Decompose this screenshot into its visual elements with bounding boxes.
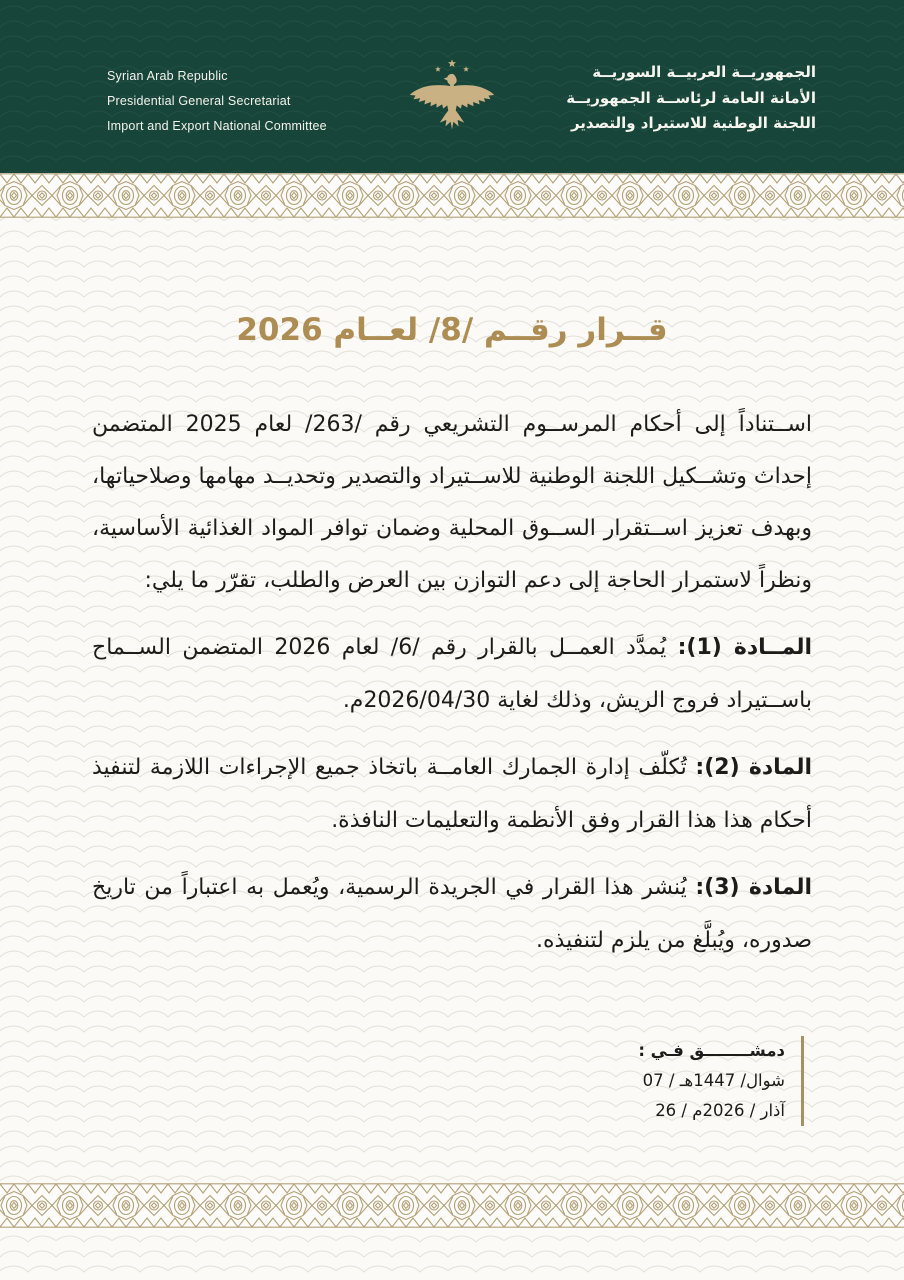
header-arabic-block: [566, 60, 816, 137]
header-en-line-2: Presidential General Secretariat: [107, 94, 291, 108]
signoff-text: [632, 1036, 785, 1126]
header: [0, 0, 904, 173]
article-1-text: يُمدَّد العمــل بالقرار رقم /6/ لعام 2026 المتضمن الســماح باســتيراد فروج الريش، وذلك لغاية 2026/04/30م.: [92, 635, 812, 713]
header-ar-line-3: اللجنة الوطنية للاستيراد والتصدير: [570, 114, 816, 132]
header-english-block: [107, 64, 327, 139]
article-1: [92, 621, 812, 727]
star-center: [448, 59, 456, 67]
signoff-vertical-rule: [801, 1036, 804, 1126]
star-left: [435, 66, 441, 72]
decree-title: قــرار رقــم /8/ لعــام 2026: [236, 312, 668, 348]
signoff-hijri-date: 07 / شوال/ 1447هـ: [642, 1071, 785, 1090]
signoff-gregorian-date: 26 / آذار / 2026م: [655, 1101, 785, 1120]
article-1-label: المــادة (1):: [677, 635, 813, 660]
decree-preamble: اســتناداً إلى أحكام المرســوم التشريعي رقم /263/ لعام 2025 المتضمن إحداث وتشــكيل اللجنة الوطنية للاســتيراد والتصدير وتحديــد مهامها وصلاحياتها، وبهدف تعزيز اســتقرار الســوق المحلية وضمان توافر المواد الغذائية الأساسية، ونظراً لاستمرار الحاجة إلى دعم التوازن بين العرض والطلب، تقرّر ما يلي:: [92, 412, 813, 593]
decree-body: [92, 399, 812, 981]
eagle-emblem-icon: [405, 58, 499, 144]
signoff-place-line: دمشــــــــق فـي :: [638, 1041, 785, 1060]
article-2: [92, 741, 812, 847]
article-3: [92, 861, 812, 967]
header-en-line-3: Import and Export National Committee: [107, 119, 327, 133]
star-right: [463, 66, 469, 72]
ornament-border-top: [0, 173, 904, 218]
article-2-text: تُكلّف إدارة الجمارك العامــة باتخاذ جميع الإجراءات اللازمة لتنفيذ أحكام هذا هذا القرار وفق الأنظمة والتعليمات النافذة.: [92, 755, 812, 833]
article-3-label: المادة (3):: [695, 875, 812, 900]
header-ar-line-2: الأمانة العامة لرئاســة الجمهوريــة: [566, 88, 816, 107]
header-en-line-1: Syrian Arab Republic: [107, 69, 228, 83]
signoff-block: [632, 1036, 804, 1126]
article-3-text: يُنشر هذا القرار في الجريدة الرسمية، ويُعمل به اعتباراً من تاريخ صدوره، ويُبلَّغ من يلزم لتنفيذه.: [92, 875, 812, 953]
article-2-label: المادة (2):: [695, 755, 812, 780]
header-ar-line-1: الجمهوريــة العربيــة السوريــة: [592, 63, 816, 81]
ornament-border-bottom: [0, 1183, 904, 1228]
